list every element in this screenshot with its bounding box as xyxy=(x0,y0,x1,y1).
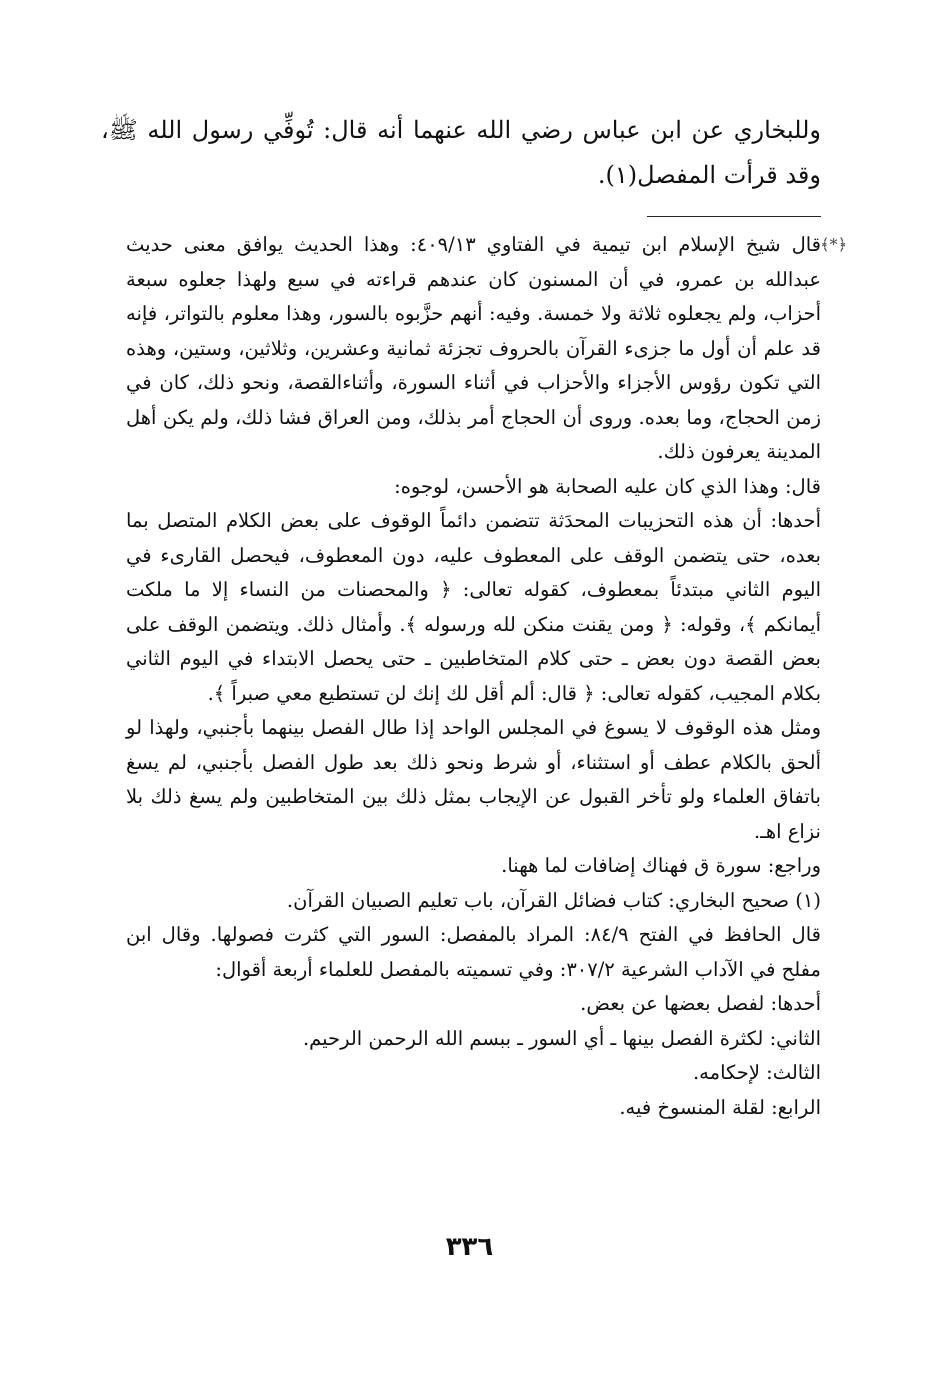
footnote-star-marker: ﴿*﴾ xyxy=(820,235,847,254)
footnote-paragraph: قال الحافظ في الفتح ٨٤/٩: المراد بالمفصل: السور التي كثرت فصولها. وقال ابن مفلح في الآداب الشرعية ٣٠٧/٢: وفي تسميته بالمفصل للعلماء أربعة أقوال: xyxy=(126,923,821,981)
main-text xyxy=(101,108,821,198)
footnote-paragraph: الثاني: لكثرة الفصل بينها ـ أي السور ـ ببسم الله الرحمن الرحيم. xyxy=(302,1026,821,1050)
footnote-paragraph: الرابع: لقلة المنسوخ فيه. xyxy=(619,1095,821,1119)
footnote-paragraph: الثالث: لإحكامه. xyxy=(692,1061,821,1084)
footnote-paragraph: ومثل هذه الوقوف لا يسوغ في المجلس الواحد إذا طال الفصل بينهما بأجنبي، ولهذا لو ألحق بالكلام عطف أو استثناء، أو شرط ونحو ذلك بعد طول الفصل بأجنبي، لم يسغ باتفاق العلماء ولو تأخر القبول عن الإيجاب بمثل ذلك بين المتخاطبين ولم يسغ ذلك بلا نزاع اهـ. xyxy=(126,716,821,843)
footnote-paragraph xyxy=(126,228,847,470)
footnote-paragraph-text: قال شيخ الإسلام ابن تيمية في الفتاوي ٤٠٩/١٣: وهذا الحديث يوافق معنى حديث عبدالله بن عمرو، في أن المسنون كان عندهم قراءته في سبع ولهذا جعلوه سبعة أحزاب، ولم يجعلوه ثلاثة ولا خمسة. وفيه: أنهم حزَّبوه بالسور، وهذا معلوم بالتواتر، فإنه قد علم أن أول ما جزىء القرآن بالحروف تجزئة ثمانية وعشرين، وثلاثين، وستين، وهذه التي تكون رؤوس الأجزاء والأحزاب في أثناء السورة، وأثناءالقصة، ونحو ذلك، كان في زمن الحجاج، وما بعده. وروى أن الحجاج أمر بذلك، ومن العراق فشا ذلك، ولم يكن أهل المدينة يعرفون ذلك. xyxy=(126,233,821,463)
footnote-paragraph: أحدها: أن هذه التحزيبات المحدَثة تتضمن دائماً الوقوف على بعض الكلام المتصل بما بعده، حتى يتضمن الوقف على المعطوف عليه، دون المعطوف، فيحصل القارىء في اليوم الثاني مبتدئاً بمعطوف، كقوله تعالى: ﴿ والمحصنات من النساء إلا ما ملكت أيمانكم ﴾، وقوله: ﴿ ومن يقنت منكن لله ورسوله ﴾. وأمثال ذلك. ويتضمن الوقف على بعض القصة دون بعض ـ حتى كلام المتخاطبين ـ حتى يحصل الابتداء في اليوم الثاني بكلام المجيب، كقوله تعالى: ﴿ قال: ألم أقل لك إنك لن تستطيع معي صبراً ﴾. xyxy=(126,509,821,705)
footnote-paragraph: قال: وهذا الذي كان عليه الصحابة هو الأحسن، لوجوه: xyxy=(394,474,821,498)
footnote-paragraph: وراجع: سورة ق فهناك إضافات لما ههنا. xyxy=(501,854,821,877)
footnotes xyxy=(126,228,847,1125)
page-number: ٣٣٦ xyxy=(445,1232,494,1262)
main-paragraph: وللبخاري عن ابن عباس رضي الله عنهما أنه قال: تُوفِّي رسول الله ﷺ، وقد قرأت المفصل(١). xyxy=(101,116,821,189)
footnote-paragraph: أحدها: لفصل بعضها عن بعض. xyxy=(580,992,821,1015)
footnote-separator xyxy=(647,216,821,217)
footnote-reference: (١) صحيح البخاري: كتاب فضائل القرآن، باب تعليم الصبيان القرآن. xyxy=(286,888,821,912)
